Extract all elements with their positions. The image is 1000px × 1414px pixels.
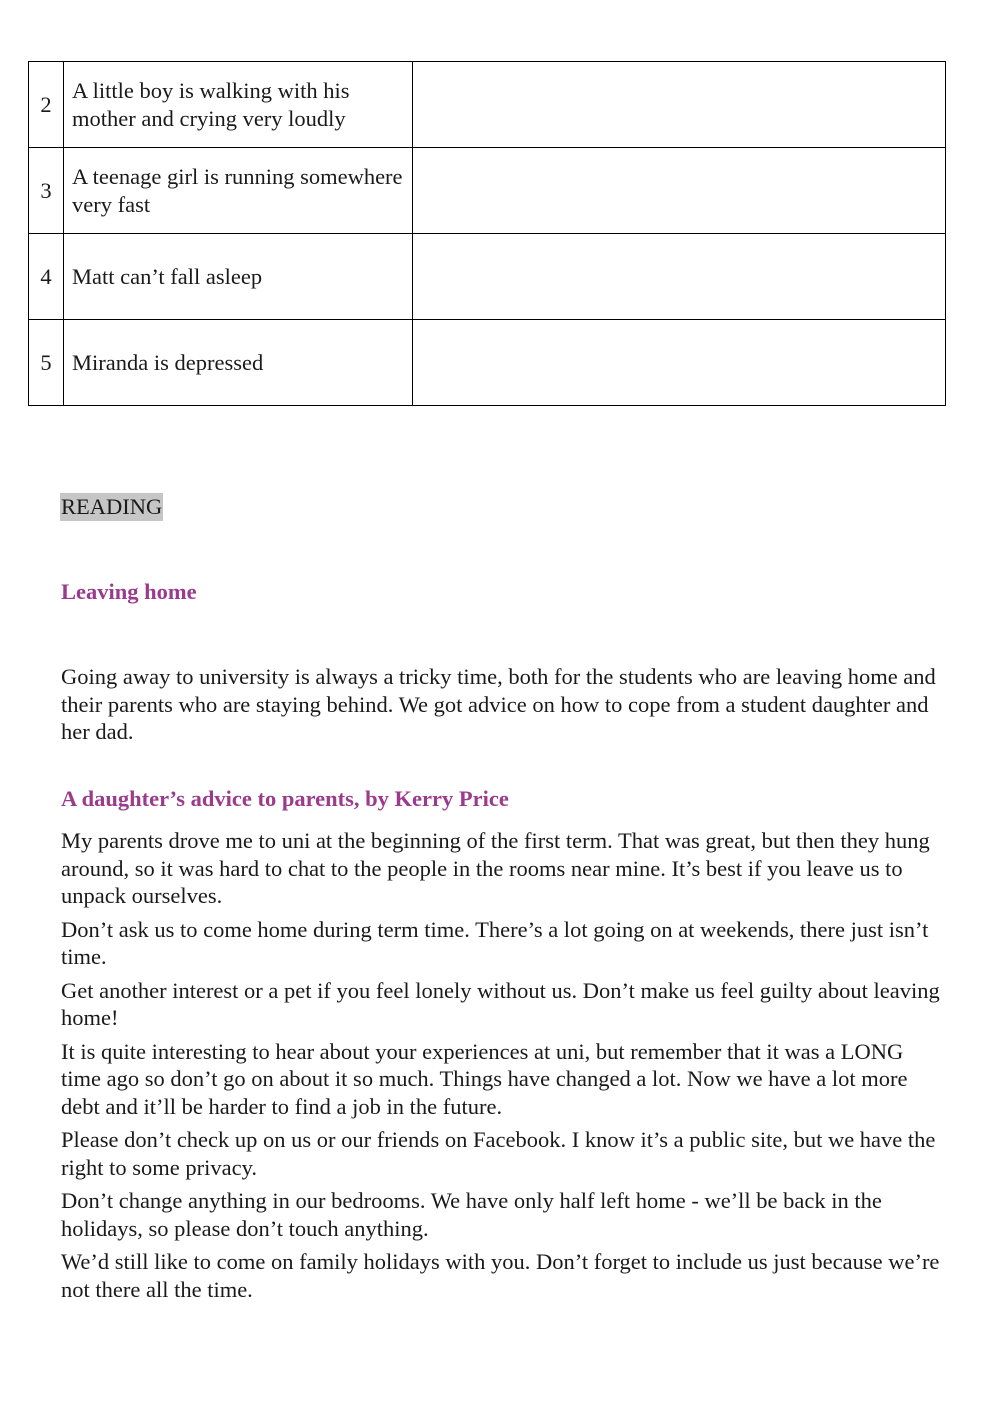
advice-paragraph: Please don’t check up on us or our friends on Facebook. I know it’s a public site, but we have the right to some privacy. [61,1127,936,1180]
row-prompt: A little boy is walking with his mother and crying very loudly [64,62,413,148]
advice-section-title: A daughter’s advice to parents, by Kerry Price [61,786,509,811]
article-title: Leaving home [61,579,197,604]
advice-paragraph: We’d still like to come on family holidays with you. Don’t forget to include us just because we’re not there all the time. [61,1249,940,1302]
table-row [29,148,946,234]
advice-paragraph: Don’t change anything in our bedrooms. We have only half left home - we’ll be back in the holidays, so please don’t touch anything. [61,1188,882,1241]
advice-paragraph: Get another interest or a pet if you feel lonely without us. Don’t make us feel guilty about leaving home! [61,977,940,1030]
article-intro: Going away to university is always a tricky time, both for the students who are leaving home and their parents who are staying behind. We got advice on how to cope from a student daughter and her dad. [61,664,936,744]
row-number: 4 [29,234,64,320]
table-row [29,62,946,148]
reading-section-label: READING [61,494,163,519]
table-row [29,320,946,406]
answer-cell[interactable] [413,320,946,406]
table-row [29,234,946,320]
row-number: 5 [29,320,64,406]
advice-paragraphs [61,827,941,1309]
row-number: 2 [29,62,64,148]
answer-cell[interactable] [413,62,946,148]
row-prompt: Matt can’t fall asleep [64,234,413,320]
answer-cell[interactable] [413,148,946,234]
advice-paragraph: My parents drove me to uni at the beginning of the first term. That was great, but then they hung around, so it was hard to chat to the people in the rooms near mine. It’s best if you leave us to unpack ourselves. [61,828,930,908]
row-number: 3 [29,148,64,234]
answer-cell[interactable] [413,234,946,320]
row-prompt: A teenage girl is running somewhere very fast [64,148,413,234]
advice-paragraph: Don’t ask us to come home during term time. There’s a lot going on at weekends, there just isn’t time. [61,916,929,969]
row-prompt: Miranda is depressed [64,320,413,406]
exercise-table [28,61,946,406]
advice-paragraph: It is quite interesting to hear about your experiences at uni, but remember that it was a LONG time ago so don’t go on about it so much. Things have changed a lot. Now we have a lot more debt and it’ll be harder to find a job in the future. [61,1038,908,1119]
